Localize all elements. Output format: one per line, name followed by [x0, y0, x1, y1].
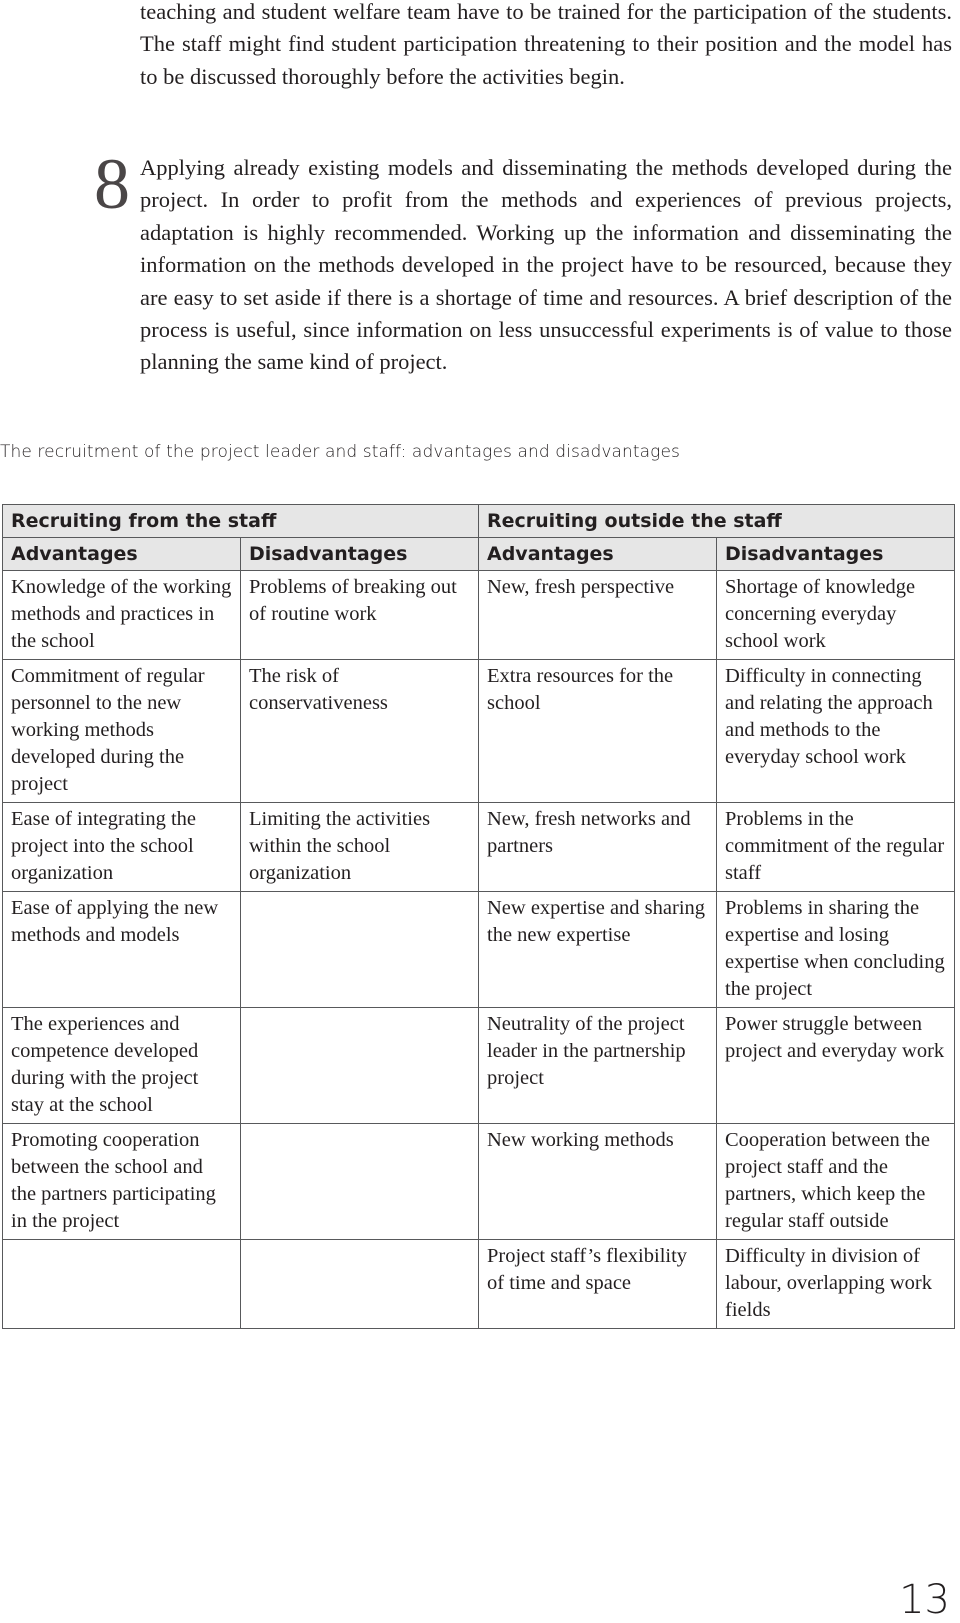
table-cell: Limiting the activities within the school organization — [241, 803, 479, 892]
group-header-outside-staff: Recruiting outside the staff — [479, 505, 955, 538]
table-cell: Difficulty in division of labour, overlapping work fields — [717, 1240, 955, 1329]
table-cell: Project staff’s flexibility of time and space — [479, 1240, 717, 1329]
table-cell — [241, 1240, 479, 1329]
sub-header-advantages: Advantages — [479, 538, 717, 571]
table-sub-header-row — [3, 538, 955, 571]
table-row — [3, 1124, 955, 1240]
table-cell: New expertise and sharing the new expertise — [479, 892, 717, 1008]
table-group-header-row — [3, 505, 955, 538]
table-row — [3, 803, 955, 892]
table-cell: Difficulty in connecting and relating the approach and methods to the everyday school work — [717, 660, 955, 803]
table-cell: Power struggle between project and everyday work — [717, 1008, 955, 1124]
table-cell: Promoting cooperation between the school and the partners participating in the project — [3, 1124, 241, 1240]
table-cell — [241, 892, 479, 1008]
table-caption: The recruitment of the project leader and staff: advantages and disadvantages — [0, 442, 681, 462]
table-cell — [241, 1124, 479, 1240]
sub-header-disadvantages: Disadvantages — [717, 538, 955, 571]
table-cell: Neutrality of the project leader in the partnership project — [479, 1008, 717, 1124]
table-cell: New working methods — [479, 1124, 717, 1240]
sub-header-advantages: Advantages — [3, 538, 241, 571]
page-number: 13 — [899, 1577, 950, 1623]
table-row — [3, 1008, 955, 1124]
table-cell: The risk of conservativeness — [241, 660, 479, 803]
recruitment-table — [2, 504, 955, 1329]
table-row — [3, 660, 955, 803]
table-cell: Shortage of knowledge concerning everyday school work — [717, 571, 955, 660]
table-cell: New, fresh perspective — [479, 571, 717, 660]
item-number: 8 — [94, 144, 130, 224]
table-cell: The experiences and competence developed during with the project stay at the school — [3, 1008, 241, 1124]
table-row — [3, 892, 955, 1008]
table-cell: Ease of integrating the project into the school organization — [3, 803, 241, 892]
table-cell: Cooperation between the project staff and the partners, which keep the regular staff outside — [717, 1124, 955, 1240]
table-cell: Problems in the commitment of the regular staff — [717, 803, 955, 892]
table-cell: New, fresh networks and partners — [479, 803, 717, 892]
table-row — [3, 571, 955, 660]
table-cell: Commitment of regular personnel to the new working methods developed during the project — [3, 660, 241, 803]
table-row — [3, 1240, 955, 1329]
table-cell — [3, 1240, 241, 1329]
sub-header-disadvantages: Disadvantages — [241, 538, 479, 571]
table-cell: Extra resources for the school — [479, 660, 717, 803]
table-cell: Problems of breaking out of routine work — [241, 571, 479, 660]
paragraph-item-8: Applying already existing models and disseminating the methods developed during the project. In order to profit from the methods and experiences of previous projects, adaptation is highly recommended. Working up the information and disseminating the information on the methods developed in the project have to be resourced, because they are easy to set aside if there is a shortage of time and resources. A brief description of the process is useful, since information on less unsuccessful experiments is of value to those planning the same kind of project. — [140, 155, 952, 375]
table-cell — [241, 1008, 479, 1124]
paragraph-continued: teaching and student welfare team have to be trained for the participation of the students. The staff might find student participation threatening to their position and the model has to be discussed thoroughly before the activities begin. — [140, 0, 952, 89]
table-cell: Knowledge of the working methods and practices in the school — [3, 571, 241, 660]
table-cell: Ease of applying the new methods and models — [3, 892, 241, 1008]
table-cell: Problems in sharing the expertise and losing expertise when concluding the project — [717, 892, 955, 1008]
group-header-from-staff: Recruiting from the staff — [3, 505, 479, 538]
